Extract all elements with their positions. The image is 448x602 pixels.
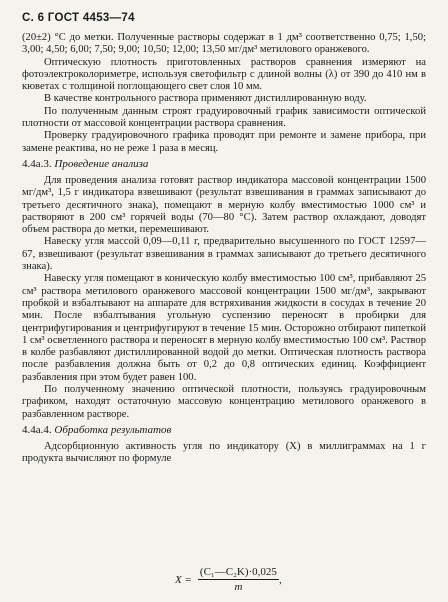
formula-numerator: (C₁—C₂K)·0,025 (199, 566, 277, 578)
paragraph-coal-sample-procedure: Навеску угля помещают в коническую колбу вместимостью 100 см³, прибавляют 25 см³ раствора метилового оранжевого массовой концентрации 1500 мг/дм³, закрывают пробкой и взбалтывают на аппарате для встряхивания жидкости в сосудах в течение 20 мин. После взбалтывания угольную суспензию переносят в пробирки для центрифугирования и центрифугируют в течение 15 мин. Осторожно отбирают пипеткой 1 см³ осветленного раствора и переносят в мерную колбу вместимостью 100 см³. Раствор в колбе разбавляют дистиллированной водой до метки. Оптическая плотность раствора после разбавления должна быть от 0,2 до 0,8 оптических единиц. Коэффициент разбавления при этом будет равен 100. (22, 273, 426, 383)
formula-denominator: m (234, 581, 243, 593)
section-number: 4.4а.3. (22, 157, 52, 170)
paragraph-calibration-check: Проверку градуировочного графика проводят при ремонте и замене прибора, при замене реактива, но не реже 1 раза в месяц. (22, 130, 426, 154)
section-heading-results (22, 424, 426, 437)
section-title: Проведение анализа (54, 157, 149, 170)
paragraph-optical-density-measurement: Оптическую плотность приготовленных растворов сравнения измеряют на фотоэлектроколориметре, используя светофильтр с длиной волны (λ) от 390 до 410 нм в кюветах с толщиной поглощающего свет слоя 10 мм. (22, 56, 426, 93)
paragraph-control-solution: В качестве контрольного раствора применяют дистиллированную воду. (44, 93, 367, 105)
activity-formula (175, 566, 282, 593)
paragraph-coal-sample-weighing: Навеску угля массой 0,09—0,11 г, предварительно высушенного по ГОСТ 12597—67, взвешивают (результат взвешивания в граммах записывают до третьего десятичного знака). (22, 236, 426, 273)
formula-lhs: X = (175, 573, 192, 586)
formula-fraction (198, 566, 279, 593)
paragraph-residual-concentration: По полученному значению оптической плотности, пользуясь градуировочным графиком, находят остаточную массовую концентрацию метилового оранжевого в разбавленном растворе. (22, 384, 426, 420)
page-header: С. 6 ГОСТ 4453—74 (22, 12, 135, 24)
paragraph-solutions-concentrations: (20±2) °С до метки. Полученные растворы содержат в 1 дм³ соответственно 0,75; 1,50; 3,00; 4,50; 6,00; 7,50; 9,00; 10,50; 12,00; 13,50 мг/дм³ метилового оранжевого. (22, 32, 426, 56)
paragraph-adsorption-activity: Адсорбционную активность угля по индикатору (X) в миллиграммах на 1 г продукта вычисляют по формуле (22, 440, 426, 465)
section-number: 4.4а.4. (22, 423, 52, 436)
paragraph-indicator-preparation: Для проведения анализа готовят раствор индикатора массовой концентрации 1500 мг/дм³, 1,5 г индикатора взвешивают (результат взвешивания в граммах записывают до третьего десятичного знака), помещают в мерную колбу вместимостью 1000 см³ и растворяют в 200 см³ горячей воды (70—80 °С). Затем раствор охлаждают, доводят объем раствора до метки, перемешивают. (22, 174, 426, 236)
paragraph-calibration-graph: По полученным данным строят градуировочный график зависимости оптической плотности от массовой концентрации раствора сравнения. (22, 105, 426, 130)
formula-trailing-comma: , (278, 573, 282, 586)
section-heading-analysis (22, 158, 426, 171)
section-title: Обработка результатов (54, 423, 172, 436)
